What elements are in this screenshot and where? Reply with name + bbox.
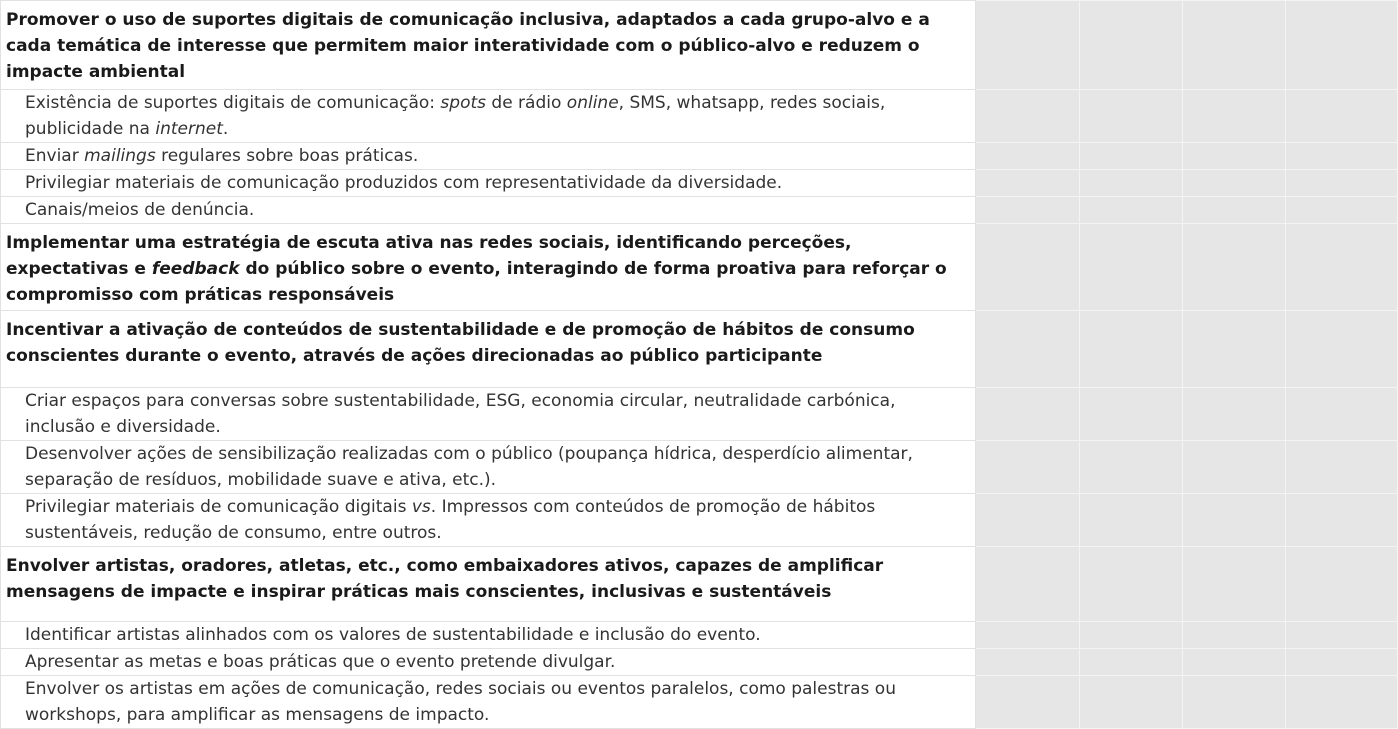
checkbox-cell[interactable]	[976, 170, 1079, 197]
table-row	[1, 622, 1398, 649]
table-row	[1, 649, 1398, 676]
checkbox-cell[interactable]	[976, 224, 1079, 311]
checkbox-cell[interactable]	[1079, 170, 1182, 197]
checkbox-cell[interactable]	[1285, 90, 1397, 143]
table-row	[1, 441, 1398, 494]
checkbox-cell[interactable]	[1285, 494, 1397, 547]
checkbox-cell[interactable]	[1285, 197, 1397, 224]
checkbox-cell[interactable]	[1079, 494, 1182, 547]
section-heading: Implementar uma estratégia de escuta ativa nas redes sociais, identificando perceções, expectativas e feedback do público sobre o evento, interagindo de forma proativa para reforçar o compromisso com práticas responsáveis	[6, 233, 947, 305]
row-text-cell	[1, 441, 976, 494]
checkbox-cell[interactable]	[976, 676, 1079, 729]
checkbox-cell[interactable]	[1182, 311, 1285, 388]
checkbox-cell[interactable]	[1285, 676, 1397, 729]
row-text-cell	[1, 311, 976, 388]
checkbox-cell[interactable]	[976, 388, 1079, 441]
checkbox-cell[interactable]	[976, 547, 1079, 622]
item-text: Enviar mailings regulares sobre boas práticas.	[25, 146, 419, 166]
checkbox-cell[interactable]	[1182, 90, 1285, 143]
table-row	[1, 676, 1398, 729]
row-text-cell	[1, 1, 976, 90]
checkbox-cell[interactable]	[1182, 649, 1285, 676]
checkbox-cell[interactable]	[976, 649, 1079, 676]
checkbox-cell[interactable]	[1079, 388, 1182, 441]
checkbox-cell[interactable]	[1285, 143, 1397, 170]
checkbox-cell[interactable]	[976, 143, 1079, 170]
checkbox-cell[interactable]	[1182, 494, 1285, 547]
item-text: Desenvolver ações de sensibilização realizadas com o público (poupança hídrica, desperdício alimentar, separação de resíduos, mobilidade suave e ativa, etc.).	[25, 444, 913, 490]
checkbox-cell[interactable]	[976, 1, 1079, 90]
item-text: Existência de suportes digitais de comunicação: spots de rádio online, SMS, whatsapp, redes sociais, publicidade na internet.	[25, 93, 886, 139]
checkbox-cell[interactable]	[1285, 311, 1397, 388]
row-text-cell	[1, 143, 976, 170]
checkbox-cell[interactable]	[1182, 197, 1285, 224]
row-text-cell	[1, 170, 976, 197]
table-row	[1, 224, 1398, 311]
section-heading: Incentivar a ativação de conteúdos de sustentabilidade e de promoção de hábitos de consumo conscientes durante o evento, através de ações direcionadas ao público participante	[6, 320, 915, 366]
table-row	[1, 494, 1398, 547]
checkbox-cell[interactable]	[1079, 649, 1182, 676]
checkbox-cell[interactable]	[1182, 224, 1285, 311]
checkbox-cell[interactable]	[1079, 441, 1182, 494]
checkbox-cell[interactable]	[1079, 90, 1182, 143]
checkbox-cell[interactable]	[1285, 622, 1397, 649]
checkbox-cell[interactable]	[1079, 1, 1182, 90]
row-text-cell	[1, 547, 976, 622]
checkbox-cell[interactable]	[976, 622, 1079, 649]
checkbox-cell[interactable]	[1285, 441, 1397, 494]
row-text-cell	[1, 649, 976, 676]
section-heading: Promover o uso de suportes digitais de comunicação inclusiva, adaptados a cada grupo-alvo e a cada temática de interesse que permitem maior interatividade com o público-alvo e reduzem o impacte ambiental	[6, 10, 930, 82]
item-text: Apresentar as metas e boas práticas que o evento pretende divulgar.	[25, 652, 616, 672]
table-row	[1, 197, 1398, 224]
table-row	[1, 311, 1398, 388]
row-text-cell	[1, 388, 976, 441]
table-row	[1, 90, 1398, 143]
table-row	[1, 388, 1398, 441]
checkbox-cell[interactable]	[1079, 143, 1182, 170]
checkbox-cell[interactable]	[1285, 649, 1397, 676]
checkbox-cell[interactable]	[976, 494, 1079, 547]
item-text: Envolver os artistas em ações de comunicação, redes sociais ou eventos paralelos, como palestras ou workshops, para amplificar as mensagens de impacto.	[25, 679, 896, 725]
checkbox-cell[interactable]	[976, 441, 1079, 494]
item-text: Privilegiar materiais de comunicação produzidos com representatividade da diversidade.	[25, 173, 783, 193]
item-text: Criar espaços para conversas sobre sustentabilidade, ESG, economia circular, neutralidade carbónica, inclusão e diversidade.	[25, 391, 896, 437]
table-row	[1, 1, 1398, 90]
checkbox-cell[interactable]	[1182, 170, 1285, 197]
checkbox-cell[interactable]	[1285, 1, 1397, 90]
section-heading: Envolver artistas, oradores, atletas, etc., como embaixadores ativos, capazes de amplificar mensagens de impacte e inspirar práticas mais conscientes, inclusivas e sustentáveis	[6, 556, 884, 602]
table-row	[1, 143, 1398, 170]
checkbox-cell[interactable]	[1079, 311, 1182, 388]
table-row	[1, 170, 1398, 197]
row-text-cell	[1, 224, 976, 311]
row-text-cell	[1, 197, 976, 224]
row-text-cell	[1, 676, 976, 729]
checkbox-cell[interactable]	[1182, 676, 1285, 729]
row-text-cell	[1, 90, 976, 143]
checkbox-cell[interactable]	[1182, 547, 1285, 622]
checkbox-cell[interactable]	[1182, 1, 1285, 90]
checkbox-cell[interactable]	[1079, 197, 1182, 224]
checkbox-cell[interactable]	[976, 90, 1079, 143]
item-text: Identificar artistas alinhados com os valores de sustentabilidade e inclusão do evento.	[25, 625, 761, 645]
checkbox-cell[interactable]	[1285, 547, 1397, 622]
checkbox-cell[interactable]	[1285, 224, 1397, 311]
checkbox-cell[interactable]	[1079, 547, 1182, 622]
checkbox-cell[interactable]	[1182, 622, 1285, 649]
checkbox-cell[interactable]	[1182, 143, 1285, 170]
row-text-cell	[1, 622, 976, 649]
checkbox-cell[interactable]	[1285, 388, 1397, 441]
checkbox-cell[interactable]	[1079, 224, 1182, 311]
checkbox-cell[interactable]	[976, 311, 1079, 388]
checkbox-cell[interactable]	[1182, 441, 1285, 494]
checkbox-cell[interactable]	[976, 197, 1079, 224]
checkbox-cell[interactable]	[1079, 676, 1182, 729]
checkbox-cell[interactable]	[1182, 388, 1285, 441]
item-text: Canais/meios de denúncia.	[25, 200, 255, 220]
table-row	[1, 547, 1398, 622]
row-text-cell	[1, 494, 976, 547]
checkbox-cell[interactable]	[1285, 170, 1397, 197]
item-text: Privilegiar materiais de comunicação digitais vs. Impressos com conteúdos de promoção de hábitos sustentáveis, redução de consumo, entre outros.	[25, 497, 876, 543]
checkbox-cell[interactable]	[1079, 622, 1182, 649]
